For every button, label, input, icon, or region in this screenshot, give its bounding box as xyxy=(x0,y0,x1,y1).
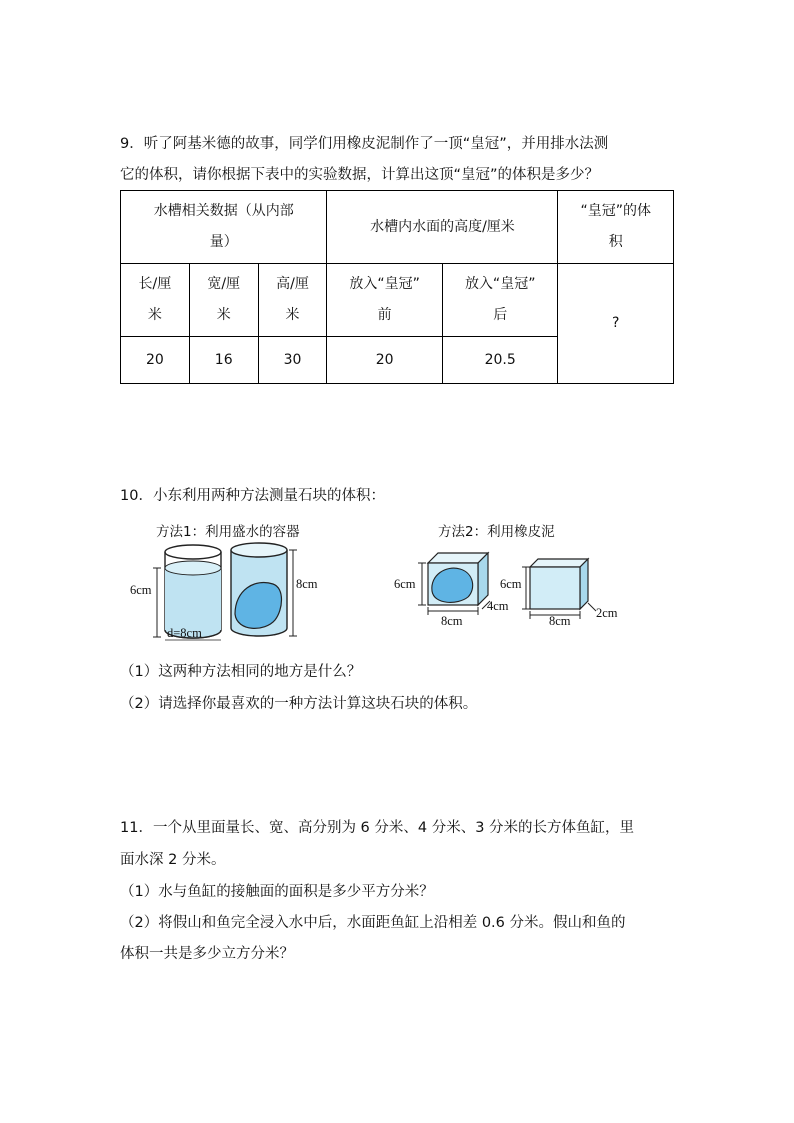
method1-cylinders-figure xyxy=(125,540,335,645)
col-width: 宽/厘 米 xyxy=(189,264,258,337)
label-box1-depth: 4cm xyxy=(487,599,509,613)
label-box2-width: 8cm xyxy=(549,614,571,628)
q11-sub1: （1）水与鱼缸的接触面的面积是多少平方分米？ xyxy=(120,884,434,900)
q11-text-line1: 11．一个从里面量长、宽、高分别为 6 分米、4 分米、3 分米的长方体鱼缸，里 xyxy=(120,820,635,836)
q10-sub2: （2）请选择你最喜欢的一种方法计算这块石块的体积。 xyxy=(120,696,478,712)
q11-sub2-cont: 体积一共是多少立方分米？ xyxy=(120,946,294,962)
header-water-height: 水槽内水面的高度/厘米 xyxy=(327,191,558,264)
cylinder-with-stone xyxy=(231,543,297,636)
method2-caption: 方法2：利用橡皮泥 xyxy=(438,524,555,540)
col-height: 高/厘 米 xyxy=(258,264,327,337)
label-box1-height: 6cm xyxy=(394,577,416,591)
label-box2-height: 6cm xyxy=(500,577,522,591)
label-box1-width: 8cm xyxy=(441,614,463,628)
header-tank-data: 水槽相关数据（从内部 量） xyxy=(121,191,327,264)
header-crown-volume: “皇冠”的体 积 xyxy=(558,191,674,264)
col-after: 放入“皇冠” 后 xyxy=(442,264,558,337)
table-cell: 16 xyxy=(189,337,258,384)
crown-volume-cell: ? xyxy=(558,264,674,384)
clay-box xyxy=(522,559,596,619)
table-cell: 30 xyxy=(258,337,327,384)
table-cell: 20 xyxy=(121,337,190,384)
col-length: 长/厘 米 xyxy=(121,264,190,337)
label-box2-depth: 2cm xyxy=(596,606,618,620)
q10-title: 10．小东利用两种方法测量石块的体积： xyxy=(120,488,385,504)
method1-caption: 方法1：利用盛水的容器 xyxy=(156,524,300,540)
table-cell: 20 xyxy=(327,337,443,384)
q9-text-line2: 它的体积，请你根据下表中的实验数据，计算出这顶“皇冠”的体积是多少？ xyxy=(120,167,600,183)
label-cyl-height: 6cm xyxy=(130,583,152,597)
experiment-table xyxy=(120,190,674,384)
q11-text-line2: 面水深 2 分米。 xyxy=(120,852,226,868)
clay-box-with-stone xyxy=(418,553,490,615)
table-cell: 20.5 xyxy=(442,337,558,384)
q10-sub1: （1）这两种方法相同的地方是什么？ xyxy=(120,664,362,680)
q9-text-line1: 9．听了阿基米德的故事，同学们用橡皮泥制作了一顶“皇冠”，并用排水法测 xyxy=(120,136,609,152)
q11-sub2: （2）将假山和鱼完全浸入水中后，水面距鱼缸上沿相差 0.6 分米。假山和鱼的 xyxy=(120,915,626,931)
col-before: 放入“皇冠” 前 xyxy=(327,264,443,337)
label-cyl-diameter: d=8cm xyxy=(167,626,202,640)
label-cyl2-height: 8cm xyxy=(296,577,318,591)
